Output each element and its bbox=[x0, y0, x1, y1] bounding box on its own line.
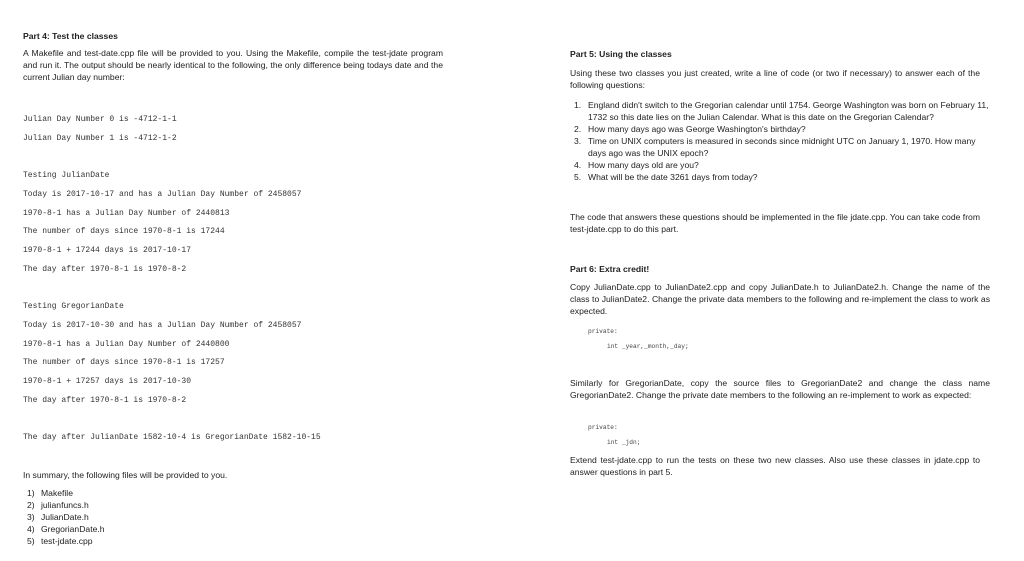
part4-title: Part 4: Test the classes bbox=[23, 31, 118, 41]
code-private-label: private: bbox=[588, 328, 618, 335]
questions-list bbox=[570, 99, 990, 183]
list-item: 2. How many days ago was George Washington's birthday? bbox=[574, 124, 806, 134]
output-line: The day after JulianDate 1582-10-4 is GregorianDate 1582-10-15 bbox=[23, 433, 321, 442]
code-private-label: private: bbox=[588, 424, 618, 431]
part6-closing: Extend test-jdate.cpp to run the tests on these two new classes. Also use these classes in jdate.cpp to answer questions in part 5. bbox=[570, 455, 980, 477]
part5-closing: The code that answers these questions should be implemented in the file jdate.cpp. You can take code from test-jdate.cpp to do this part. bbox=[570, 212, 980, 234]
output-line: 1970-8-1 + 17244 days is 2017-10-17 bbox=[23, 246, 192, 255]
part4-summary: In summary, the following files will be provided to you. bbox=[23, 470, 228, 480]
output-line: Julian Day Number 1 is -4712-1-2 bbox=[23, 134, 177, 143]
output-line: Testing JulianDate bbox=[23, 171, 110, 180]
list-item: 3. Time on UNIX computers is measured in seconds since midnight UTC on January 1, 1970. How many days ago was the UNIX epoch? bbox=[574, 136, 976, 158]
output-line: The number of days since 1970-8-1 is 17244 bbox=[23, 227, 225, 236]
output-line: The number of days since 1970-8-1 is 17257 bbox=[23, 358, 225, 367]
list-item: 1) Makefile bbox=[27, 488, 73, 498]
output-line: The day after 1970-8-1 is 1970-8-2 bbox=[23, 265, 187, 274]
part6-intro: Copy JulianDate.cpp to JulianDate2.cpp and copy JulianDate.h to JulianDate2.h. Change the name of the class to JulianDate2. Change the private data members to the following and re-implement the class to work as expected. bbox=[570, 282, 990, 316]
output-line: The day after 1970-8-1 is 1970-8-2 bbox=[23, 396, 187, 405]
list-item: 5. What will be the date 3261 days from today? bbox=[574, 172, 758, 182]
list-item: 1. England didn't switch to the Gregorian calendar until 1754. George Washington was born on February 11, 1732 so this date lies on the Julian Calendar. What is this date on the Gregorian Calendar? bbox=[574, 100, 989, 122]
list-item: 5) test-jdate.cpp bbox=[27, 536, 93, 546]
output-line: Today is 2017-10-30 and has a Julian Day Number of 2458057 bbox=[23, 321, 302, 330]
part5-intro: Using these two classes you just created, write a line of code (or two if necessary) to answer each of the following questions: bbox=[570, 68, 980, 90]
list-item: 4) GregorianDate.h bbox=[27, 524, 105, 534]
output-line: 1970-8-1 has a Julian Day Number of 2440800 bbox=[23, 340, 230, 349]
files-list bbox=[23, 487, 105, 547]
output-line: Testing GregorianDate bbox=[23, 302, 124, 311]
part5-title: Part 5: Using the classes bbox=[570, 49, 672, 59]
part6-second: Similarly for GregorianDate, copy the source files to GregorianDate2 and change the class name GregorianDate2. Change the private date members to the following an re-implement to work as expected: bbox=[570, 378, 990, 400]
list-item: 2) julianfuncs.h bbox=[27, 500, 89, 510]
list-item: 4. How many days old are you? bbox=[574, 160, 699, 170]
output-line: Today is 2017-10-17 and has a Julian Day Number of 2458057 bbox=[23, 190, 302, 199]
part6-title: Part 6: Extra credit! bbox=[570, 264, 650, 274]
part4-intro: A Makefile and test-date.cpp file will be provided to you. Using the Makefile, compile the test-jdate program and run it. The output should be nearly identical to the following, the only difference being todays date and the current Julian day number: bbox=[23, 48, 443, 82]
list-item: 3) JulianDate.h bbox=[27, 512, 89, 522]
output-line: 1970-8-1 has a Julian Day Number of 2440813 bbox=[23, 209, 230, 218]
code-private-members: int _jdn; bbox=[607, 439, 641, 446]
code-private-members: int _year,_month,_day; bbox=[607, 343, 689, 350]
output-line: Julian Day Number 0 is -4712-1-1 bbox=[23, 115, 177, 124]
output-line: 1970-8-1 + 17257 days is 2017-10-30 bbox=[23, 377, 192, 386]
